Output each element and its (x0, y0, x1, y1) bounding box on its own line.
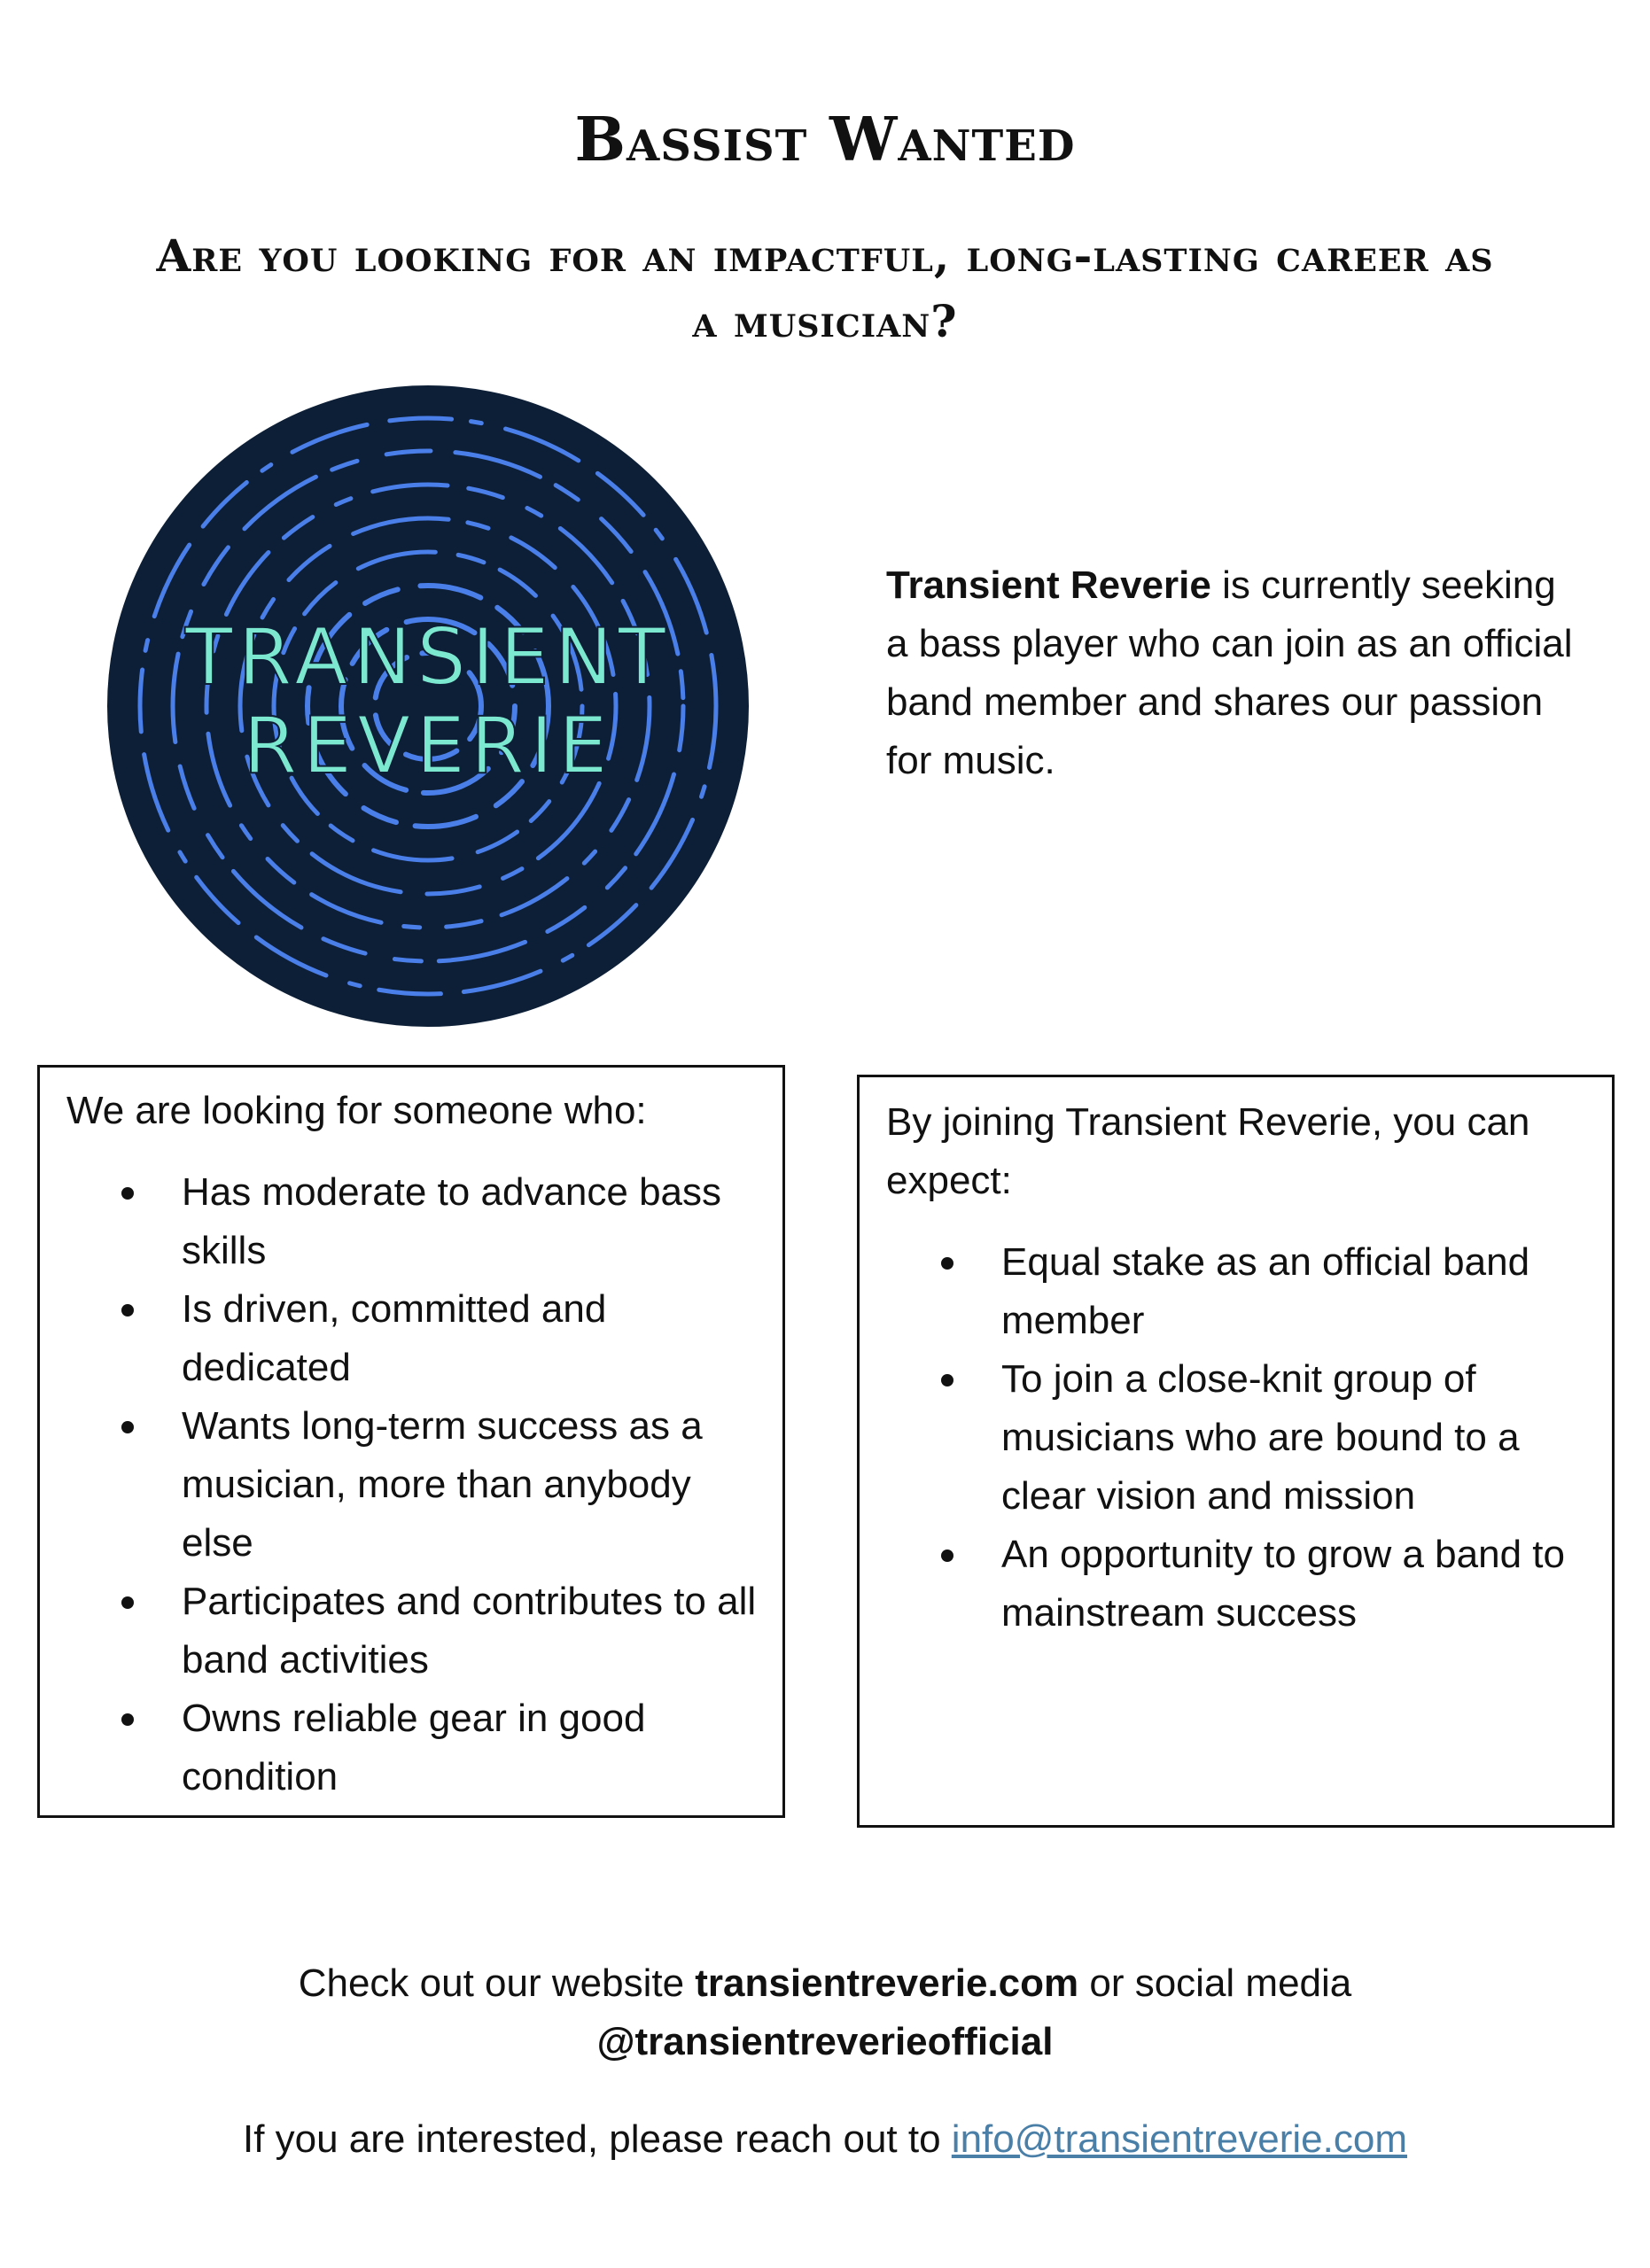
bullet-icon (941, 1550, 953, 1562)
band-logo (105, 383, 751, 1029)
list-item (182, 1689, 765, 1806)
intro-paragraph (886, 556, 1577, 790)
website-link[interactable]: transientreverie.com (695, 1961, 1079, 2005)
website-prefix: Check out our website (298, 1961, 696, 2005)
logo-wordmark (184, 611, 671, 791)
list-item (182, 1163, 765, 1280)
list-item-text: Wants long-term success as a musician, more than anybody else (182, 1404, 703, 1565)
logo-text-line1: TRANSIENT (184, 611, 672, 703)
bullet-icon (121, 1304, 134, 1317)
bullet-icon (121, 1596, 134, 1609)
list-item-text: Participates and contributes to all band activities (182, 1580, 757, 1682)
list-item (182, 1397, 765, 1573)
bullet-icon (121, 1421, 134, 1433)
list-item (182, 1573, 765, 1689)
band-logo-graphic (105, 383, 751, 1029)
social-handle[interactable]: @transientreverieofficial (596, 2020, 1054, 2063)
bullet-icon (941, 1257, 953, 1270)
benefits-list (886, 1233, 1594, 1643)
bullet-icon (941, 1374, 953, 1386)
contact-prefix: If you are interested, please reach out to (242, 2117, 952, 2161)
website-social-line (0, 1954, 1650, 2071)
page-subtitle: Are you looking for an impactful, long-lasting career as a musician? (156, 229, 1494, 347)
list-item-text: Owns reliable gear in good condition (182, 1697, 646, 1798)
band-name: Transient Reverie (886, 563, 1211, 607)
social-prefix: or social media (1078, 1961, 1352, 2005)
page-title: Bassist Wanted (574, 105, 1076, 175)
list-item (182, 1280, 765, 1397)
list-item (1001, 1526, 1594, 1643)
list-item-text: Has moderate to advance bass skills (182, 1170, 722, 1272)
bullet-icon (121, 1713, 134, 1726)
requirements-box (37, 1065, 785, 1818)
contact-line (0, 2110, 1650, 2169)
benefits-box (857, 1075, 1615, 1828)
list-item-text: An opportunity to grow a band to mainstream success (1001, 1533, 1565, 1635)
list-item-text: Equal stake as an official band member (1001, 1240, 1530, 1342)
list-item-text: Is driven, committed and dedicated (182, 1287, 607, 1389)
email-link[interactable]: info@transientreverie.com (951, 2117, 1408, 2161)
requirements-heading: We are looking for someone who: (66, 1089, 647, 1132)
intro-text: is currently seeking a bass player who can join as an official band member and shares our passion for music. (886, 563, 1573, 782)
requirements-list (66, 1163, 765, 1806)
benefits-heading: By joining Transient Reverie, you can expect: (886, 1100, 1530, 1202)
list-item (1001, 1233, 1594, 1350)
logo-text-line2: REVERIE (243, 700, 613, 791)
bullet-icon (121, 1187, 134, 1200)
list-item (1001, 1350, 1594, 1526)
list-item-text: To join a close-knit group of musicians who are bound to a clear vision and mission (1001, 1357, 1520, 1518)
